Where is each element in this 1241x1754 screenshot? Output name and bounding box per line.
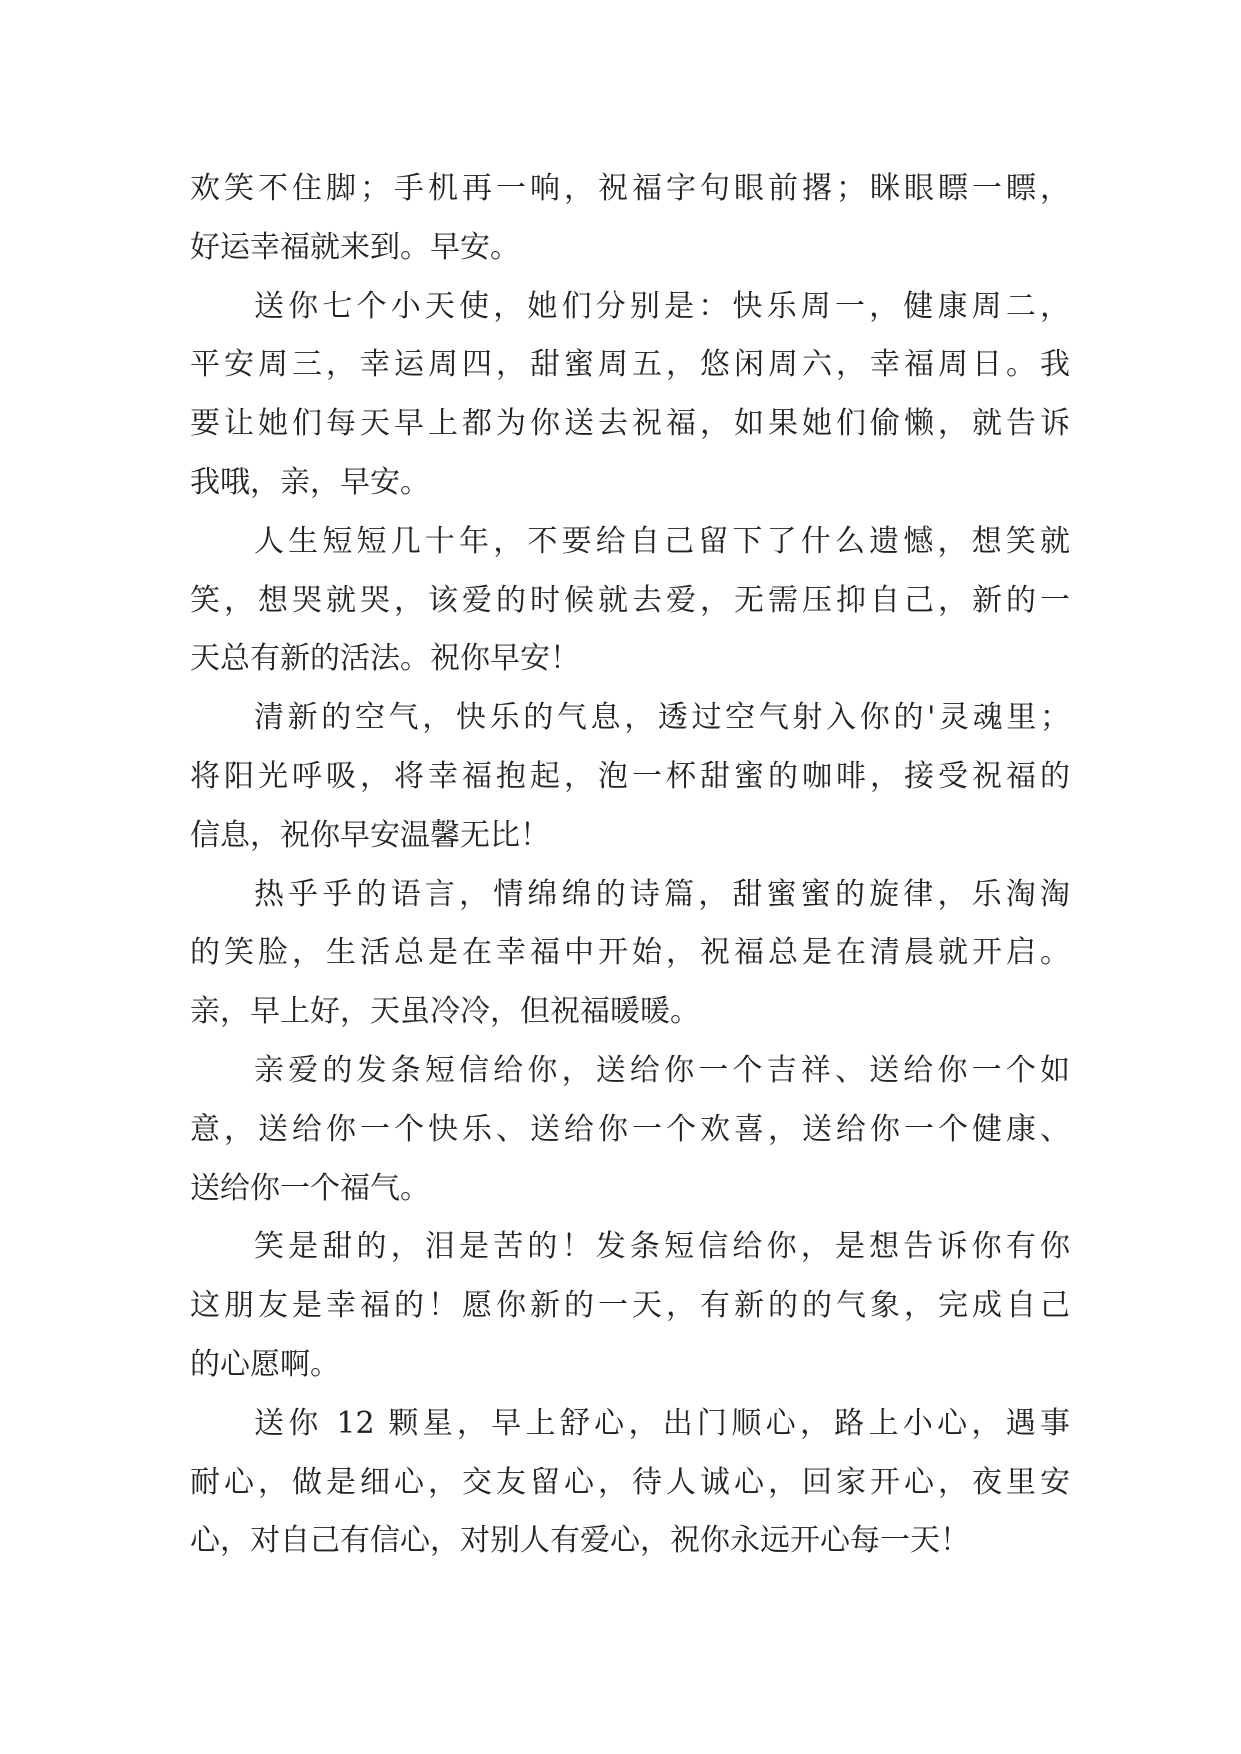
text-line: 亲爱的发条短信给你，送给你一个吉祥、送给你一个如 bbox=[254, 1052, 1070, 1088]
text-line: 好运幸福就来到。早安。 bbox=[190, 229, 520, 265]
text-line: 人生短短几十年，不要给自己留下了什么遗憾，想笑就 bbox=[254, 523, 1070, 559]
text-line: 要让她们每天早上都为你送去祝福，如果她们偷懒，就告诉 bbox=[190, 406, 1070, 442]
text-line: 耐心，做是细心，交友留心，待人诚心，回家开心，夜里安 bbox=[190, 1464, 1070, 1500]
text-line: 平安周三，幸运周四，甜蜜周五，悠闲周六，幸福周日。我 bbox=[190, 347, 1070, 383]
text-line: 天总有新的活法。祝你早安！ bbox=[190, 641, 580, 677]
text-line: 笑是甜的，泪是苦的！发条短信给你，是想告诉你有你 bbox=[254, 1229, 1070, 1265]
text-line: 笑，想哭就哭，该爱的时候就去爱，无需压抑自己，新的一 bbox=[190, 582, 1070, 618]
text-line: 这朋友是幸福的！愿你新的一天，有新的的气象，完成自己 bbox=[190, 1288, 1070, 1324]
text-line: 心，对自己有信心，对别人有爱心，祝你永远开心每一天！ bbox=[190, 1523, 970, 1559]
text-line: 欢笑不住脚；手机再一响，祝福字句眼前撂；眯眼瞟一瞟， bbox=[190, 171, 1070, 206]
text-line: 送你七个小天使，她们分别是：快乐周一，健康周二， bbox=[254, 288, 1070, 324]
body-text bbox=[190, 160, 1070, 1571]
text-line: 意，送给你一个快乐、送给你一个欢喜，送给你一个健康、 bbox=[190, 1111, 1070, 1147]
text-line: 的心愿啊。 bbox=[190, 1346, 340, 1382]
text-line: 的笑脸，生活总是在幸福中开始，祝福总是在清晨就开启。 bbox=[190, 935, 1070, 971]
text-line: 将阳光呼吸，将幸福抱起，泡一杯甜蜜的咖啡，接受祝福的 bbox=[190, 758, 1070, 794]
text-line: 清新的空气，快乐的气息，透过空气射入你的'灵魂里； bbox=[254, 700, 1070, 736]
text-line: 送给你一个福气。 bbox=[190, 1170, 430, 1206]
text-line: 送你 12 颗星，早上舒心，出门顺心，路上小心，遇事 bbox=[254, 1405, 1070, 1441]
text-line: 我哦，亲，早安。 bbox=[190, 464, 430, 500]
text-line: 热乎乎的语言，情绵绵的诗篇，甜蜜蜜的旋律，乐淘淘 bbox=[254, 876, 1070, 912]
text-line: 亲，早上好，天虽冷冷，但祝福暖暖。 bbox=[190, 994, 700, 1030]
text-line: 信息，祝你早安温馨无比！ bbox=[190, 817, 550, 853]
